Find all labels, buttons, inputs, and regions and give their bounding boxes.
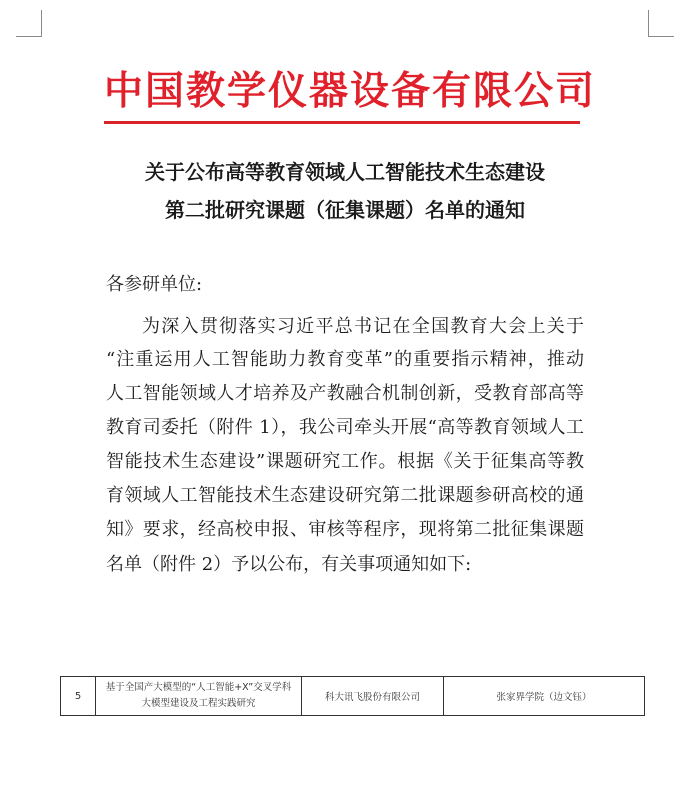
crop-mark-top-right-horizontal [648,36,674,37]
table-cell-university: 张家界学院（边文钰） [443,677,644,715]
body-paragraph-line: 教育司委托（附件 1），我公司牵头开展“高等教育领域人工 [106,417,584,438]
body-paragraph-line: “注重运用人工智能助力教育变革”的重要指示精神，推动 [106,349,584,370]
body-paragraph-line: 智能技术生态建设”课题研究工作。根据《关于征集高等教 [106,451,584,472]
table-cell-organization: 科大讯飞股份有限公司 [301,677,443,715]
body-paragraph-line: 为深入贯彻落实习近平总书记在全国教育大会上关于 [142,316,584,337]
company-letterhead-title: 中国教学仪器设备有限公司 [104,69,597,114]
table-cell-topic: 基于全国产大模型的“人工智能+X”交叉学科大模型建设及工程实践研究 [95,677,301,715]
table-cell-number: 5 [74,690,82,702]
body-paragraph-line: 育领域人工智能技术生态建设研究第二批课题参研高校的通 [106,485,584,506]
crop-mark-top-right-vertical [648,10,649,36]
salutation: 各参研单位: [106,274,203,295]
crop-mark-top-left-vertical [41,10,42,36]
notice-title-line-1: 关于公布高等教育领域人工智能技术生态建设 [145,160,545,184]
body-paragraph-line: 名单（附件 2）予以公布，有关事项通知如下: [106,554,472,575]
crop-mark-top-left-horizontal [16,36,42,37]
body-paragraph-line: 知》要求，经高校申报、审核等程序，现将第二批征集课题 [106,519,584,540]
body-paragraph-line: 人工智能领域人才培养及产教融合机制创新，受教育部高等 [106,383,584,404]
table-row [60,676,645,716]
letterhead-red-rule [104,121,580,124]
notice-title-line-2: 第二批研究课题（征集课题）名单的通知 [165,198,525,222]
